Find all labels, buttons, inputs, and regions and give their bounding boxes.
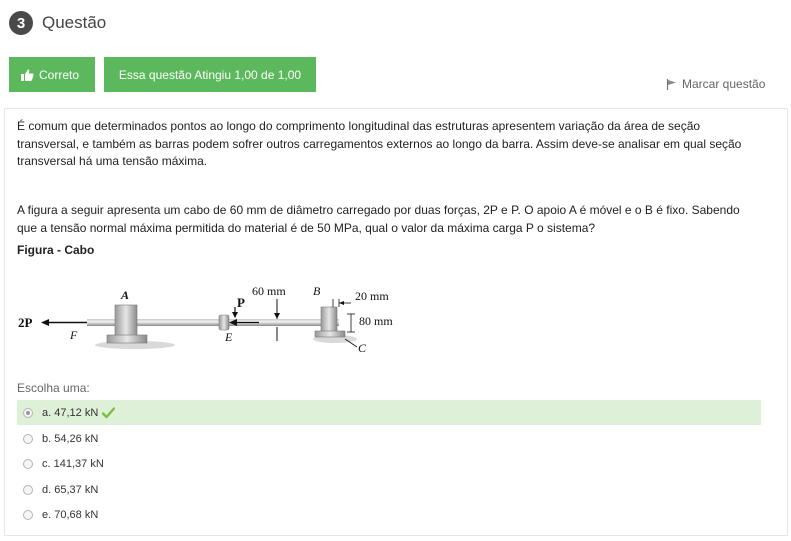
- score-badge: [104, 57, 316, 92]
- answer-prompt: Escolha uma:: [17, 381, 90, 395]
- label-b: B: [313, 284, 321, 298]
- label-c: C: [358, 341, 367, 355]
- label-2p: 2P: [18, 315, 33, 330]
- score-label: Essa questão Atingiu 1,00 de 1,00: [118, 67, 302, 82]
- question-title: Questão: [42, 13, 107, 32]
- label-20mm: 20 mm: [355, 289, 389, 303]
- answer-option-c[interactable]: [17, 451, 761, 476]
- answer-label: c. 141,37 kN: [42, 457, 104, 470]
- answer-label: e. 70,68 kN: [42, 508, 99, 521]
- radio-button[interactable]: [23, 434, 33, 444]
- question-content: [4, 108, 788, 536]
- cable-figure: [15, 277, 405, 355]
- question-header: [9, 11, 106, 35]
- question-statement-text: A figura a seguir apresenta um cabo de 60 mm de diâmetro carregado por duas forças, 2P e P. O apoio A é móvel e o B é fixo. Sabendo que a tensão normal máxima permitida do material é de 50 MPa, qual o valor da máxima carga P o sistema?: [17, 203, 740, 235]
- question-number: 3: [9, 11, 33, 35]
- answer-label: d. 65,37 kN: [42, 483, 99, 496]
- radio-button[interactable]: [23, 459, 33, 469]
- flag-icon: [666, 78, 678, 90]
- flag-question-link[interactable]: [666, 77, 765, 91]
- flag-label: Marcar questão: [682, 77, 766, 91]
- label-f: F: [70, 328, 78, 342]
- answer-option-e[interactable]: [17, 502, 761, 527]
- label-p: P: [237, 295, 245, 310]
- label-80mm: 80 mm: [359, 314, 393, 328]
- answer-option-a[interactable]: [17, 400, 761, 425]
- answer-label: b. 54,26 kN: [42, 432, 99, 445]
- checkmark-icon: [102, 407, 115, 419]
- answer-option-d[interactable]: [17, 477, 761, 502]
- figure-label: Figura - Cabo: [17, 243, 95, 257]
- radio-button[interactable]: [23, 485, 33, 495]
- answer-label: a. 47,12 kN: [42, 406, 99, 419]
- question-intro-text: É comum que determinados pontos ao longo do comprimento longitudinal das estruturas apresentem variação da área de seção transversal, e também as barras podem sofrer outros carregamentos externos ao longo da barra. Assim deve-se analisar em qual seção transversal há uma tensão máxima.: [17, 119, 742, 168]
- label-60mm: 60 mm: [252, 284, 286, 298]
- thumbs-up-icon: [21, 69, 34, 81]
- label-e: E: [225, 330, 233, 344]
- correct-badge: [9, 57, 95, 92]
- radio-button[interactable]: [23, 510, 33, 520]
- label-a: A: [121, 288, 130, 302]
- radio-button[interactable]: [23, 408, 33, 418]
- correct-label: Correto: [39, 67, 80, 82]
- answer-option-b[interactable]: [17, 426, 761, 451]
